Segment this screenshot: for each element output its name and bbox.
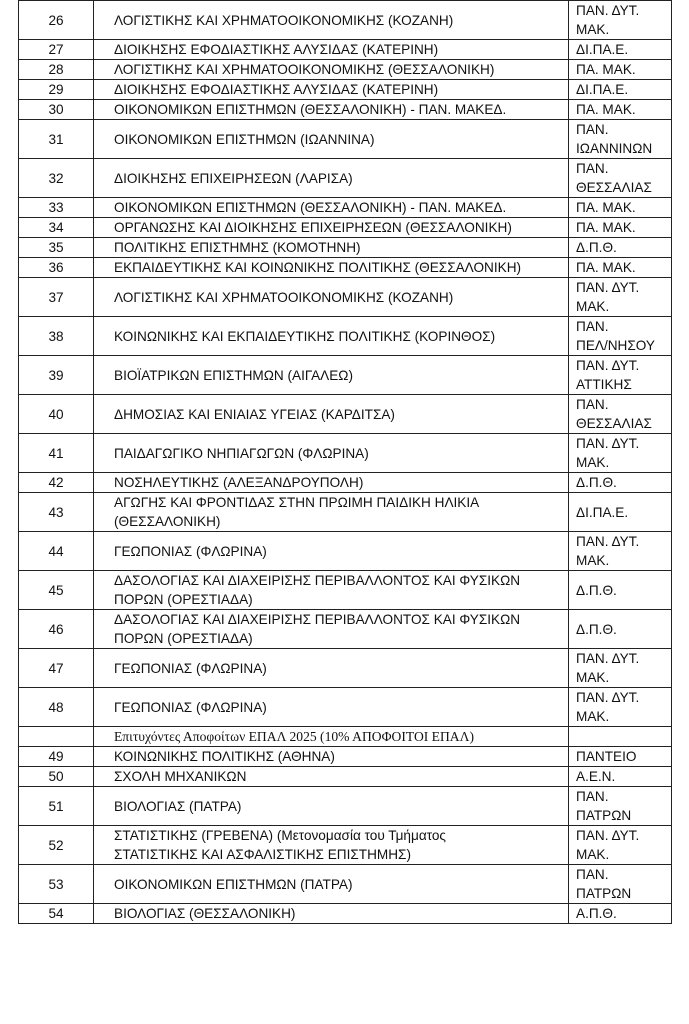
department-name-line: ΝΟΣΗΛΕΥΤΙΚΗΣ (ΑΛΕΞΑΝΔΡΟΥΠΟΛΗ) xyxy=(114,475,364,490)
university-cell xyxy=(569,688,672,727)
university-cell xyxy=(569,1,672,40)
university-name-line: ΠΕΛ/ΝΗΣΟΥ xyxy=(576,338,655,353)
university-name-line: ΔΙ.ΠΑ.Ε. xyxy=(576,82,629,97)
section-header-row xyxy=(19,727,672,747)
department-name-line: ΛΟΓΙΣΤΙΚΗΣ ΚΑΙ ΧΡΗΜΑΤΟΟΙΚΟΝΟΜΙΚΗΣ (ΚΟΖΑΝΗ) xyxy=(114,12,454,28)
department-name-line: ΟΙΚΟΝΟΜΙΚΩΝ ΕΠΙΣΤΗΜΩΝ (ΠΑΤΡΑ) xyxy=(114,876,353,892)
university-name-line: ΘΕΣΣΑΛΙΑΣ xyxy=(576,180,652,195)
university-cell xyxy=(569,473,672,493)
university-cell xyxy=(569,159,672,198)
department-name-line: ΑΓΩΓΗΣ ΚΑΙ ΦΡΟΝΤΙΔΑΣ ΣΤΗΝ ΠΡΩΙΜΗ ΠΑΙΔΙΚΗ ΗΛΙΚΙΑ xyxy=(114,495,480,510)
university-cell xyxy=(569,571,672,610)
university-name-line: ΜΑΚ. xyxy=(576,299,610,314)
department-name-line: ΒΙΟΛΟΓΙΑΣ (ΘΕΣΣΑΛΟΝΙΚΗ) xyxy=(114,906,296,921)
table-row xyxy=(19,826,672,865)
university-name-line: Δ.Π.Θ. xyxy=(576,582,617,598)
department-cell xyxy=(94,159,569,198)
university-name-line: Α.Π.Θ. xyxy=(576,906,617,921)
department-name-line: ΟΙΚΟΝΟΜΙΚΩΝ ΕΠΙΣΤΗΜΩΝ (ΘΕΣΣΑΛΟΝΙΚΗ) - ΠΑΝ. ΜΑΚΕΔ. xyxy=(114,200,507,215)
university-name-line: ΠΑΝ. ΔΥΤ. xyxy=(576,534,640,549)
table-row xyxy=(19,688,672,727)
university-cell xyxy=(569,40,672,60)
university-name-line: ΠΑ. ΜΑΚ. xyxy=(576,200,636,215)
department-name-line: ΠΟΡΩΝ (ΟΡΕΣΤΙΑΔΑ) xyxy=(114,592,253,607)
university-cell xyxy=(569,747,672,767)
section-title: Επιτυχόντες Αποφοίτων ΕΠΑΛ 2025 (10% ΑΠΟΦΟΙΤΟΙ ΕΠΑΛ) xyxy=(94,727,569,747)
university-cell xyxy=(569,787,672,826)
university-cell xyxy=(569,218,672,238)
university-cell xyxy=(569,493,672,532)
department-cell xyxy=(94,218,569,238)
university-name-line: ΜΑΚ. xyxy=(576,670,610,685)
department-name-line: (ΘΕΣΣΑΛΟΝΙΚΗ) xyxy=(114,514,221,529)
department-name-line: ΓΕΩΠΟΝΙΑΣ (ΦΛΩΡΙΝΑ) xyxy=(114,699,267,715)
department-cell xyxy=(94,238,569,258)
university-name-line: ΜΑΚ. xyxy=(576,709,610,724)
empty-cell xyxy=(569,727,672,747)
row-number: 42 xyxy=(19,473,94,493)
table-row xyxy=(19,40,672,60)
department-name-line: ΔΑΣΟΛΟΓΙΑΣ ΚΑΙ ΔΙΑΧΕΙΡΙΣΗΣ ΠΕΡΙΒΑΛΛΟΝΤΟΣ ΚΑΙ ΦΥΣΙΚΩΝ xyxy=(114,573,521,588)
row-number: 50 xyxy=(19,767,94,787)
table-row xyxy=(19,278,672,317)
table-row xyxy=(19,100,672,120)
department-name-line: ΔΙΟΙΚΗΣΗΣ ΕΦΟΔΙΑΣΤΙΚΗΣ ΑΛΥΣΙΔΑΣ (ΚΑΤΕΡΙΝΗ) xyxy=(114,82,439,97)
table-row xyxy=(19,787,672,826)
university-cell xyxy=(569,278,672,317)
empty-cell xyxy=(19,727,94,747)
row-number: 40 xyxy=(19,395,94,434)
row-number: 46 xyxy=(19,610,94,649)
department-cell xyxy=(94,904,569,924)
row-number: 51 xyxy=(19,787,94,826)
row-number: 27 xyxy=(19,40,94,60)
university-name-line: ΠΑΝ. ΔΥΤ. xyxy=(576,280,640,295)
row-number: 30 xyxy=(19,100,94,120)
table-row xyxy=(19,356,672,395)
university-cell xyxy=(569,395,672,434)
table-row xyxy=(19,747,672,767)
row-number: 28 xyxy=(19,60,94,80)
university-name-line: ΠΑΝ. xyxy=(576,122,609,137)
row-number: 33 xyxy=(19,198,94,218)
department-name-line: ΔΙΟΙΚΗΣΗΣ ΕΦΟΔΙΑΣΤΙΚΗΣ ΑΛΥΣΙΔΑΣ (ΚΑΤΕΡΙΝΗ) xyxy=(114,42,439,57)
department-name-line: ΣΧΟΛΗ ΜΗΧΑΝΙΚΩΝ xyxy=(114,769,247,784)
table-row xyxy=(19,571,672,610)
university-name-line: ΠΑΝ. ΔΥΤ. xyxy=(576,651,640,666)
department-cell xyxy=(94,688,569,727)
university-cell xyxy=(569,100,672,120)
department-name-line: ΠΟΡΩΝ (ΟΡΕΣΤΙΑΔΑ) xyxy=(114,631,253,646)
department-name-line: ΛΟΓΙΣΤΙΚΗΣ ΚΑΙ ΧΡΗΜΑΤΟΟΙΚΟΝΟΜΙΚΗΣ (ΘΕΣΣΑΛΟΝΙΚΗ) xyxy=(114,62,495,77)
row-number: 52 xyxy=(19,826,94,865)
table-row xyxy=(19,218,672,238)
university-name-line: ΔΙ.ΠΑ.Ε. xyxy=(576,504,629,520)
university-cell xyxy=(569,767,672,787)
table-row xyxy=(19,610,672,649)
department-name-line: ΔΗΜΟΣΙΑΣ ΚΑΙ ΕΝΙΑΙΑΣ ΥΓΕΙΑΣ (ΚΑΡΔΙΤΣΑ) xyxy=(114,406,395,422)
university-name-line: Δ.Π.Θ. xyxy=(576,475,617,490)
university-cell xyxy=(569,317,672,356)
table-row xyxy=(19,767,672,787)
university-name-line: Δ.Π.Θ. xyxy=(576,621,617,637)
table-row xyxy=(19,238,672,258)
row-number: 31 xyxy=(19,120,94,159)
university-cell xyxy=(569,120,672,159)
university-name-line: ΠΑΝ. xyxy=(576,397,609,412)
department-name-line: ΠΑΙΔΑΓΩΓΙΚΟ ΝΗΠΙΑΓΩΓΩΝ (ΦΛΩΡΙΝΑ) xyxy=(114,445,369,461)
university-cell xyxy=(569,610,672,649)
department-name-line: ΣΤΑΤΙΣΤΙΚΗΣ ΚΑΙ ΑΣΦΑΛΙΣΤΙΚΗΣ ΕΠΙΣΤΗΜΗΣ) xyxy=(114,847,411,862)
department-cell xyxy=(94,747,569,767)
university-cell xyxy=(569,356,672,395)
university-name-line: ΜΑΚ. xyxy=(576,847,610,862)
university-cell xyxy=(569,904,672,924)
department-cell xyxy=(94,40,569,60)
department-cell xyxy=(94,317,569,356)
university-name-line: ΠΑΝ. xyxy=(576,319,609,334)
university-name-line: ΠΑΝ. xyxy=(576,867,609,882)
university-cell xyxy=(569,532,672,571)
row-number: 39 xyxy=(19,356,94,395)
row-number: 47 xyxy=(19,649,94,688)
row-number: 35 xyxy=(19,238,94,258)
department-name-line: ΣΤΑΤΙΣΤΙΚΗΣ (ΓΡΕΒΕΝΑ) (Μετονομασία του Τμήματος xyxy=(114,828,446,843)
table-row xyxy=(19,473,672,493)
university-name-line: ΠΑΤΡΩΝ xyxy=(576,808,632,823)
department-cell xyxy=(94,278,569,317)
row-number: 36 xyxy=(19,258,94,278)
table-row xyxy=(19,532,672,571)
row-number: 37 xyxy=(19,278,94,317)
department-name-line: ΔΙΟΙΚΗΣΗΣ ΕΠΙΧΕΙΡΗΣΕΩΝ (ΛΑΡΙΣΑ) xyxy=(114,170,353,186)
row-number: 45 xyxy=(19,571,94,610)
department-cell xyxy=(94,826,569,865)
row-number: 38 xyxy=(19,317,94,356)
row-number: 34 xyxy=(19,218,94,238)
department-cell xyxy=(94,1,569,40)
department-name-line: ΟΡΓΑΝΩΣΗΣ ΚΑΙ ΔΙΟΙΚΗΣΗΣ ΕΠΙΧΕΙΡΗΣΕΩΝ (ΘΕΣΣΑΛΟΝΙΚΗ) xyxy=(114,220,512,235)
university-cell xyxy=(569,238,672,258)
university-name-line: Δ.Π.Θ. xyxy=(576,240,617,255)
department-cell xyxy=(94,649,569,688)
university-name-line: ΠΑΝ. ΔΥΤ. xyxy=(576,358,640,373)
department-cell xyxy=(94,532,569,571)
university-name-line: ΘΕΣΣΑΛΙΑΣ xyxy=(576,416,652,431)
university-name-line: ΙΩΑΝΝΙΝΩΝ xyxy=(576,141,653,156)
row-number: 41 xyxy=(19,434,94,473)
university-name-line: ΠΑ. ΜΑΚ. xyxy=(576,62,636,77)
table-row xyxy=(19,434,672,473)
table-row xyxy=(19,60,672,80)
table-row xyxy=(19,395,672,434)
university-name-line: ΠΑΝ. ΔΥΤ. xyxy=(576,3,640,18)
university-name-line: ΜΑΚ. xyxy=(576,553,610,568)
university-cell xyxy=(569,258,672,278)
department-name-line: ΠΟΛΙΤΙΚΗΣ ΕΠΙΣΤΗΜΗΣ (ΚΟΜΟΤΗΝΗ) xyxy=(114,240,361,255)
department-cell xyxy=(94,865,569,904)
table-row xyxy=(19,1,672,40)
department-cell xyxy=(94,434,569,473)
department-cell xyxy=(94,60,569,80)
row-number: 49 xyxy=(19,747,94,767)
university-name-line: ΔΙ.ΠΑ.Ε. xyxy=(576,42,629,57)
department-cell xyxy=(94,473,569,493)
table-row xyxy=(19,649,672,688)
department-name-line: ΓΕΩΠΟΝΙΑΣ (ΦΛΩΡΙΝΑ) xyxy=(114,660,267,676)
table-row xyxy=(19,80,672,100)
department-cell xyxy=(94,80,569,100)
university-name-line: ΠΑ. ΜΑΚ. xyxy=(576,102,636,117)
department-cell xyxy=(94,356,569,395)
results-table-body xyxy=(19,1,672,924)
table-row xyxy=(19,120,672,159)
row-number: 26 xyxy=(19,1,94,40)
department-name-line: ΓΕΩΠΟΝΙΑΣ (ΦΛΩΡΙΝΑ) xyxy=(114,543,267,559)
university-cell xyxy=(569,80,672,100)
department-name-line: ΚΟΙΝΩΝΙΚΗΣ ΠΟΛΙΤΙΚΗΣ (ΑΘΗΝΑ) xyxy=(114,749,335,764)
university-name-line: ΜΑΚ. xyxy=(576,22,610,37)
university-name-line: ΠΑ. ΜΑΚ. xyxy=(576,260,636,275)
department-name-line: ΒΙΟΛΟΓΙΑΣ (ΠΑΤΡΑ) xyxy=(114,798,242,814)
department-cell xyxy=(94,787,569,826)
university-name-line: ΠΑΝ. ΔΥΤ. xyxy=(576,436,640,451)
table-row xyxy=(19,317,672,356)
results-table xyxy=(18,0,672,924)
university-name-line: ΜΑΚ. xyxy=(576,455,610,470)
department-name-line: ΕΚΠΑΙΔΕΥΤΙΚΗΣ ΚΑΙ ΚΟΙΝΩΝΙΚΗΣ ΠΟΛΙΤΙΚΗΣ (ΘΕΣΣΑΛΟΝΙΚΗ) xyxy=(114,260,522,275)
department-cell xyxy=(94,493,569,532)
table-row xyxy=(19,865,672,904)
table-row xyxy=(19,493,672,532)
department-cell xyxy=(94,395,569,434)
department-cell xyxy=(94,610,569,649)
university-name-line: ΠΑΝ. ΔΥΤ. xyxy=(576,690,640,705)
university-name-line: ΠΑ. ΜΑΚ. xyxy=(576,220,636,235)
table-row xyxy=(19,159,672,198)
university-cell xyxy=(569,826,672,865)
table-row xyxy=(19,198,672,218)
department-cell xyxy=(94,120,569,159)
department-name-line: ΔΑΣΟΛΟΓΙΑΣ ΚΑΙ ΔΙΑΧΕΙΡΙΣΗΣ ΠΕΡΙΒΑΛΛΟΝΤΟΣ ΚΑΙ ΦΥΣΙΚΩΝ xyxy=(114,612,521,627)
university-name-line: ΠΑΝ. xyxy=(576,161,609,176)
row-number: 54 xyxy=(19,904,94,924)
university-name-line: ΠΑΝΤΕΙΟ xyxy=(576,749,637,764)
university-cell xyxy=(569,865,672,904)
university-cell xyxy=(569,198,672,218)
row-number: 32 xyxy=(19,159,94,198)
department-cell xyxy=(94,100,569,120)
department-cell xyxy=(94,767,569,787)
university-name-line: ΑΤΤΙΚΗΣ xyxy=(576,377,632,392)
university-cell xyxy=(569,649,672,688)
university-name-line: Α.Ε.Ν. xyxy=(576,769,616,784)
university-cell xyxy=(569,60,672,80)
row-number: 44 xyxy=(19,532,94,571)
university-name-line: ΠΑΝ. xyxy=(576,789,609,804)
department-name-line: ΟΙΚΟΝΟΜΙΚΩΝ ΕΠΙΣΤΗΜΩΝ (ΘΕΣΣΑΛΟΝΙΚΗ) - ΠΑΝ. ΜΑΚΕΔ. xyxy=(114,102,507,117)
table-row xyxy=(19,904,672,924)
table-row xyxy=(19,258,672,278)
department-cell xyxy=(94,258,569,278)
row-number: 48 xyxy=(19,688,94,727)
department-name-line: ΚΟΙΝΩΝΙΚΗΣ ΚΑΙ ΕΚΠΑΙΔΕΥΤΙΚΗΣ ΠΟΛΙΤΙΚΗΣ (ΚΟΡΙΝΘΟΣ) xyxy=(114,328,496,344)
row-number: 43 xyxy=(19,493,94,532)
row-number: 29 xyxy=(19,80,94,100)
university-name-line: ΠΑΝ. ΔΥΤ. xyxy=(576,828,640,843)
department-name-line: ΒΙΟΪΑΤΡΙΚΩΝ ΕΠΙΣΤΗΜΩΝ (ΑΙΓΑΛΕΩ) xyxy=(114,367,353,383)
department-name-line: ΟΙΚΟΝΟΜΙΚΩΝ ΕΠΙΣΤΗΜΩΝ (ΙΩΑΝΝΙΝΑ) xyxy=(114,131,375,147)
department-name-line: ΛΟΓΙΣΤΙΚΗΣ ΚΑΙ ΧΡΗΜΑΤΟΟΙΚΟΝΟΜΙΚΗΣ (ΚΟΖΑΝΗ) xyxy=(114,289,454,305)
university-cell xyxy=(569,434,672,473)
department-cell xyxy=(94,571,569,610)
department-cell xyxy=(94,198,569,218)
row-number: 53 xyxy=(19,865,94,904)
university-name-line: ΠΑΤΡΩΝ xyxy=(576,886,632,901)
